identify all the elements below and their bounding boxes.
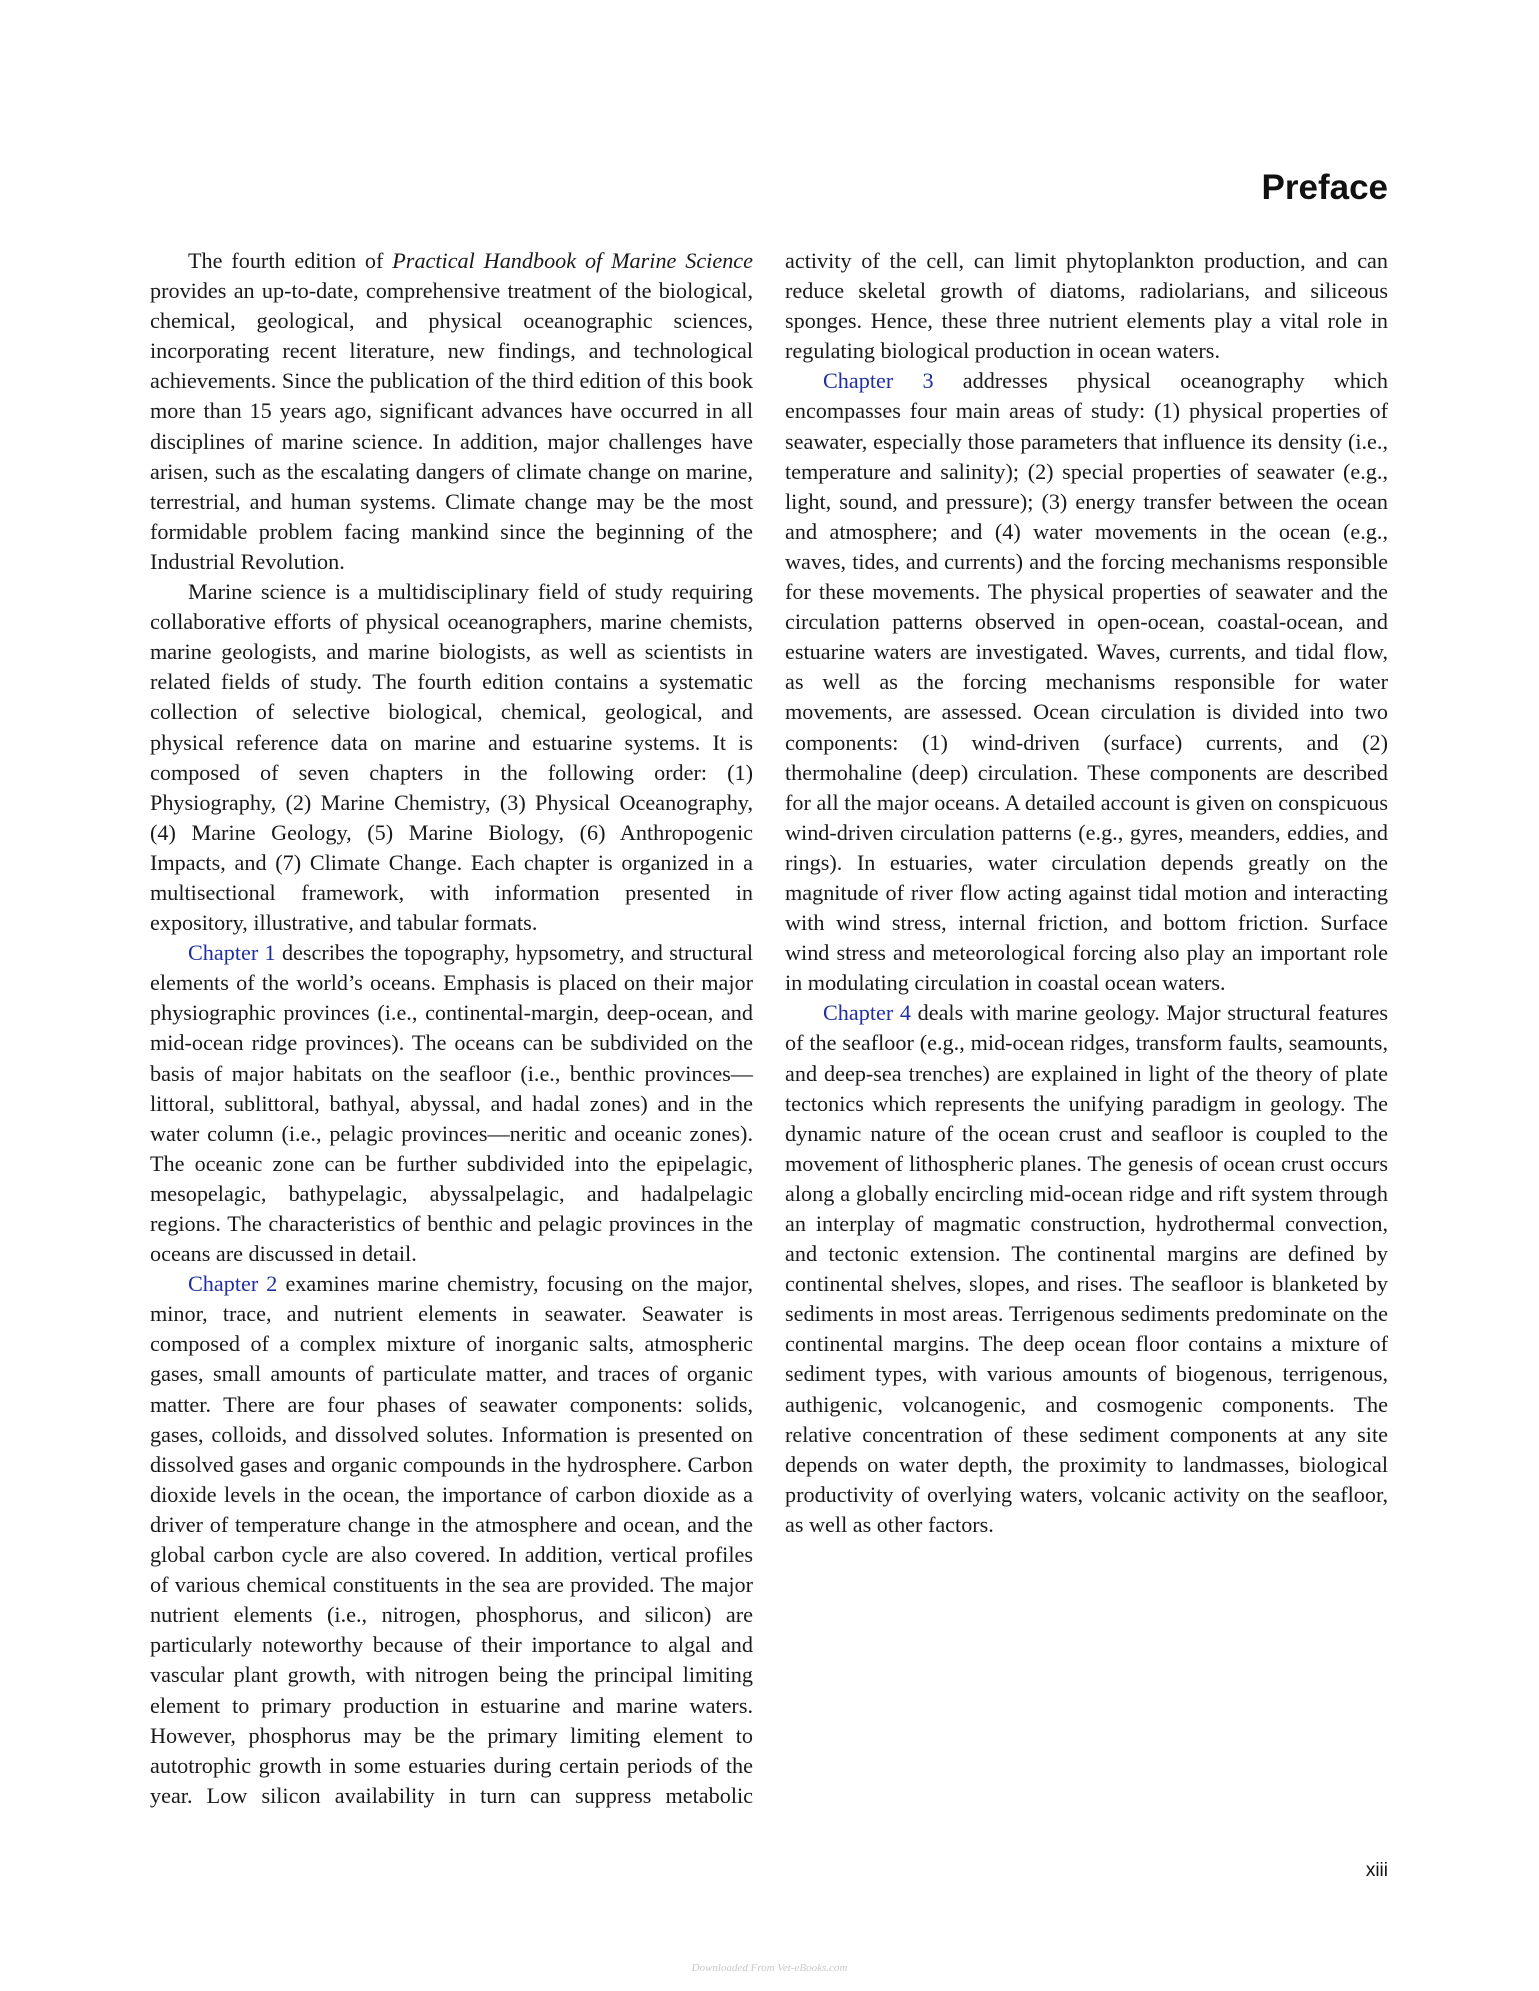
- paragraph-chapter-2-text: examines marine chemistry, focusing on the major, minor, trace, and nutrient elements in seawater. Seawater is composed of a complex mixture of inorganic salts, atmospheric gases, small amounts of particulate matter, and traces of organic matter. There are four phases of seawater components: solids, gases, colloids, and dissolved solutes. Information is presented on dissolved gases and organic compounds in the hydrosphere. Carbon dioxide levels in the ocean, the importance of carbon dioxide as a driver of temperature change in the atmosphere and ocean, and the global carbon cycle are also covered. In addition, vertical profiles of various chemical constituents in the sea are provided. The major nutrient elements (i.e., nitrogen, phosphorus, and silicon) are particularly noteworthy because of their importance to algal and vascular plant growth, with nitrogen being the principal limiting element to primary production in estuarine and marine waters. However, phosphorus may be the primary limiting element to autotrophic growth in some estuaries during certain periods of the year. Low silicon availability in turn can suppress metabolic activity of the cell, can limit phytoplankton production, and can reduce skeletal growth of diatoms, radiolarians, and siliceous sponges. Hence, these three nutrient elements play a vital role in regulating biological production in ocean waters.: [150, 248, 1388, 1808]
- paragraph-chapter-1-text: describes the topography, hypsometry, and structural elements of the world’s oceans. Emphasis is placed on their major physiographic provinces (i.e., continental-margin, deep-ocean, and mid-ocean ridge provinces). The oceans can be subdivided on the basis of major habitats on the seafloor (i.e., benthic provinces—littoral, sublittoral, bathyal, abyssal, and hadal zones) and in the water column (i.e., pelagic provinces—neritic and oceanic zones). The oceanic zone can be further subdivided into the epipelagic, mesopelagic, bathypelagic, abyssalpelagic, and hadalpelagic regions. The characteristics of benthic and pelagic provinces in the oceans are discussed in detail.: [150, 940, 753, 1267]
- chapter-4-link[interactable]: Chapter 4: [823, 1000, 911, 1026]
- preface-body: [150, 246, 1388, 1826]
- paragraph-chapter-3: [785, 366, 1388, 998]
- download-watermark: Downloaded From Vet-eBooks.com: [691, 1962, 848, 1974]
- paragraph-chapter-1: [150, 938, 753, 1269]
- paragraph-1-text: provides an up-to-date, comprehensive treatment of the biological, chemical, geological, and physical oceanographic sciences, incorporating recent literature, new findings, and technological achievements. Since the publication of the third edition of this book more than 15 years ago, significant advances have occurred in all disciplines of marine science. In addition, major challenges have arisen, such as the escalating dangers of climate change on marine, terrestrial, and human systems. Climate change may be the most formidable problem facing mankind since the beginning of the Industrial Revolution.: [150, 278, 753, 574]
- paragraph-chapter-3-text: addresses physical oceanography which encompasses four main areas of study: (1) physical properties of seawater, especially those parameters that influence its density (i.e., temperature and salinity); (2) special properties of seawater (e.g., light, sound, and pressure); (3) energy transfer between the ocean and atmosphere; and (4) water movements in the ocean (e.g., waves, tides, and currents) and the forcing mechanisms responsible for these movements. The physical properties of seawater and the circulation patterns observed in open-ocean, coastal-ocean, and estuarine waters are investigated. Waves, currents, and tidal flow, as well as the forcing mechanisms responsible for water movements, are assessed. Ocean circulation is divided into two components: (1) wind-driven (surface) currents, and (2) thermohaline (deep) circulation. These components are described for all the major oceans. A detailed account is given on conspicuous wind-driven circulation patterns (e.g., gyres, meanders, eddies, and rings). In estuaries, water circulation depends greatly on the magnitude of river flow acting against tidal motion and interacting with wind stress, internal friction, and bottom friction. Surface wind stress and meteorological forcing also play an important role in modulating circulation in coastal ocean waters.: [785, 368, 1388, 996]
- paragraph-1-pre: The fourth edition of: [188, 248, 393, 273]
- paragraph-1: [150, 246, 753, 577]
- chapter-1-link[interactable]: Chapter 1: [188, 940, 276, 966]
- paragraph-2: [150, 577, 753, 938]
- page-number: xiii: [1365, 1860, 1388, 1881]
- paragraph-chapter-4-text: deals with marine geology. Major structural features of the seafloor (e.g., mid-ocean ridges, transform faults, seamounts, and deep-sea trenches) are explained in light of the theory of plate tectonics which represents the unifying paradigm in geology. The dynamic nature of the ocean crust and seafloor is coupled to the movement of lithospheric planes. The genesis of ocean crust occurs along a globally encircling mid-ocean ridge and rift system through an interplay of magmatic construction, hydrothermal convection, and tectonic extension. The continental margins are defined by continental shelves, slopes, and rises. The seafloor is blanketed by sediments in most areas. Terrigenous sediments predominate on the continental margins. The deep ocean floor contains a mixture of sediment types, with various amounts of biogenous, terrigenous, authigenic, volcanogenic, and cosmogenic components. The relative concentration of these sediment components at any site depends on water depth, the proximity to landmasses, biological productivity of overlying waters, volcanic activity on the seafloor, as well as other factors.: [785, 1000, 1388, 1537]
- page-title: Preface: [1261, 168, 1388, 207]
- paragraph-chapter-4: [785, 998, 1388, 1540]
- paragraph-2-text: Marine science is a multidisciplinary field of study requiring collaborative efforts of physical oceanographers, marine chemists, marine geologists, and marine biologists, as well as scientists in related fields of study. The fourth edition contains a systematic collection of selective biological, chemical, geological, and physical reference data on marine and estuarine systems. It is composed of seven chapters in the following order: (1) Physiography, (2) Marine Chemistry, (3) Physical Oceanography, (4) Marine Geology, (5) Marine Biology, (6) Anthropogenic Impacts, and (7) Climate Change. Each chapter is organized in a multisectional framework, with information presented in expository, illustrative, and tabular formats.: [150, 579, 753, 936]
- book-title: Practical Handbook of Marine Science: [392, 248, 753, 273]
- chapter-2-link[interactable]: Chapter 2: [188, 1271, 278, 1297]
- chapter-3-link[interactable]: Chapter 3: [823, 368, 934, 394]
